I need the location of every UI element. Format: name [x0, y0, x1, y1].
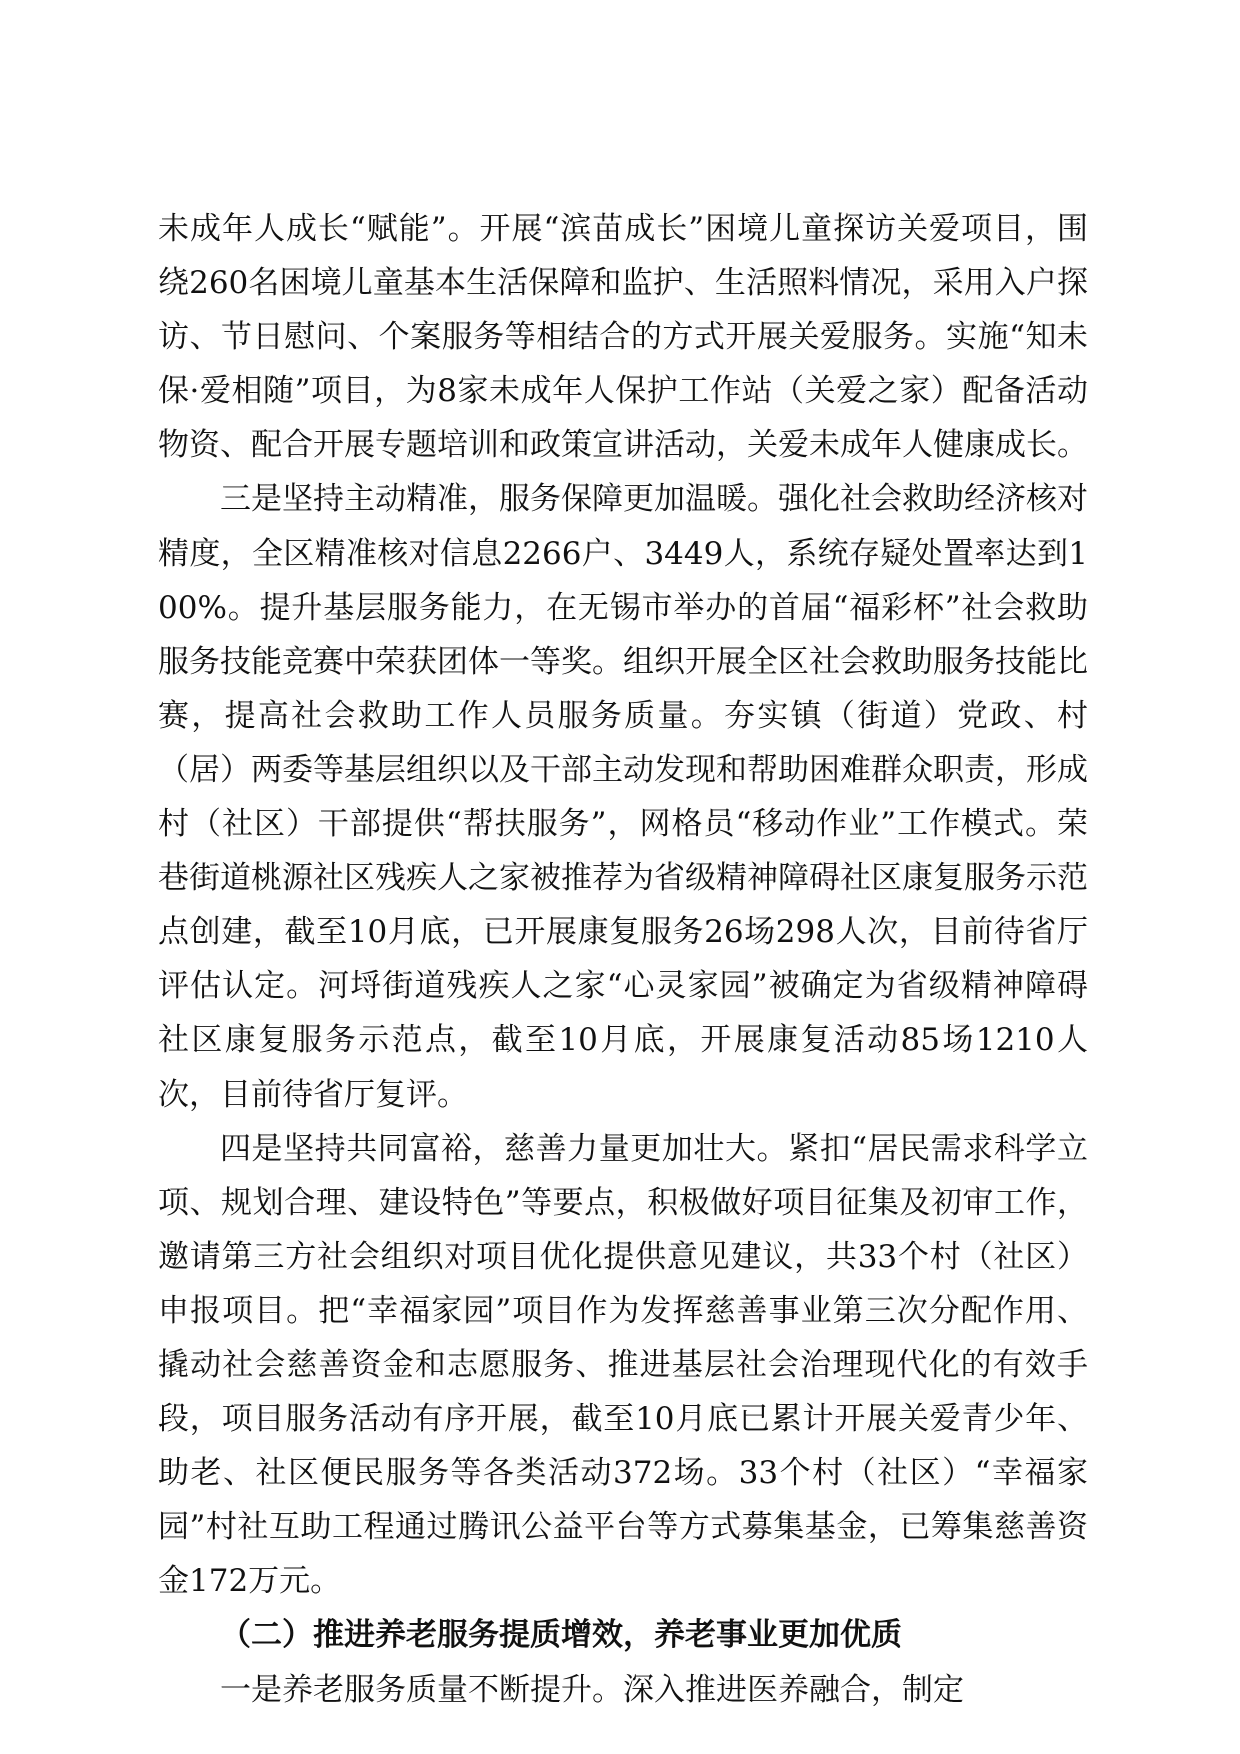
paragraph-minor-protection: 未成年人成长“赋能”。开展“滨苗成长”困境儿童探访关爱项目，围绕260名困境儿童基本生活保障和监护、生活照料情况，采用入户探访、节日慰问、个案服务等相结合的方式开展关爱服务。实施“知未保·爱相随”项目，为8家未成年人保护工作站（关爱之家）配备活动物资、配合开展专题培训和政策宣讲活动，关爱未成年人健康成长。 — [158, 211, 1088, 464]
document-body — [158, 202, 1088, 1717]
paragraph-social-assistance: 三是坚持主动精准，服务保障更加温暖。强化社会救助经济核对精度，全区精准核对信息2266户、3449人，系统存疑处置率达到100%。提升基层服务能力，在无锡市举办的首届“福彩杯”社会救助服务技能竞赛中荣获团体一等奖。组织开展全区社会救助服务技能比赛，提高社会救助工作人员服务质量。夯实镇（街道）党政、村（居）两委等基层组织以及干部主动发现和帮助困难群众职责，形成村（社区）干部提供“帮扶服务”，网格员“移动作业”工作模式。荣巷街道桃源社区残疾人之家被推荐为省级精神障碍社区康复服务示范点创建，截至10月底，已开展康复服务26场298人次，目前待省厅评估认定。河埒街道残疾人之家“心灵家园”被确定为省级精神障碍社区康复服务示范点，截至10月底，开展康复活动85场1210人次，目前待省厅复评。 — [158, 481, 1088, 1113]
paragraph-charity: 四是坚持共同富裕，慈善力量更加壮大。紧扣“居民需求科学立项、规划合理、建设特色”等要点，积极做好项目征集及初审工作，邀请第三方社会组织对项目优化提供意见建议，共33个村（社区）申报项目。把“幸福家园”项目作为发挥慈善事业第三次分配作用、撬动社会慈善资金和志愿服务、推进基层社会治理现代化的有效手段，项目服务活动有序开展，截至10月底已累计开展关爱青少年、助老、社区便民服务等各类活动372场。33个村（社区）“幸福家园”村社互助工程通过腾讯公益平台等方式募集基金，已筹集慈善资金172万元。 — [158, 1130, 1088, 1600]
paragraph-elderly-care-quality: 一是养老服务质量不断提升。深入推进医养融合，制定 — [220, 1671, 964, 1708]
section-heading-elderly-care: （二）推进养老服务提质增效，养老事业更加优质 — [220, 1617, 902, 1654]
